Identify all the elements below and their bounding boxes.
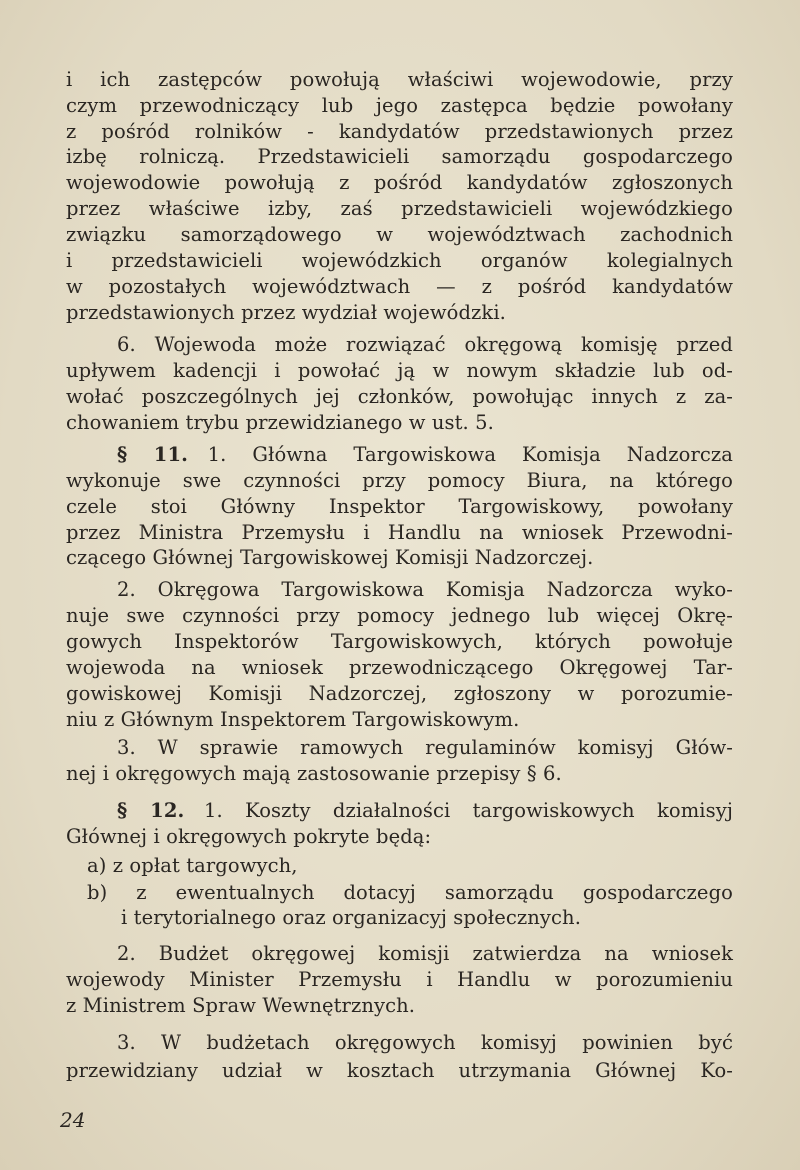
text-line	[66, 468, 733, 494]
line-text: 1. Koszty działalności targowiskowych komisyj	[204, 799, 733, 822]
text-line	[66, 119, 733, 145]
line-text: wykonuje swe czynności przy pomocy Biura, na którego	[66, 469, 733, 492]
line-text: i ich zastępców powołują właściwi wojewodowie, przy	[66, 68, 733, 91]
line-text: 2. Budżet okręgowej komisji zatwierdza na wniosek	[117, 942, 733, 965]
text-line	[117, 735, 733, 761]
text-line	[87, 880, 733, 906]
text-line	[66, 196, 733, 222]
text-line	[66, 274, 733, 300]
text-line	[66, 1058, 733, 1084]
line-text: 6. Wojewoda może rozwiązać okręgową komisję przed	[117, 333, 733, 356]
text-line	[66, 222, 733, 248]
text-line	[87, 853, 733, 879]
text-line	[66, 603, 733, 629]
text-line	[117, 577, 733, 603]
line-text: przedstawionych przez wydział wojewódzki.	[66, 301, 506, 324]
line-text: Głównej i okręgowych pokryte będą:	[66, 825, 432, 848]
line-text: nej i okręgowych mają zastosowanie przepisy § 6.	[66, 762, 562, 785]
line-text: izbę rolniczą. Przedstawicieli samorządu gospodarczego	[66, 145, 733, 168]
page-number: 24	[60, 1108, 86, 1132]
line-text: przez właściwe izby, zaś przedstawicieli wojewódzkiego	[66, 197, 733, 220]
line-text: gowych Inspektorów Targowiskowych, których powołuje	[66, 630, 733, 653]
line-text: gowiskowej Komisji Nadzorczej, zgłoszony w porozumie-	[66, 682, 733, 705]
text-line	[66, 993, 733, 1019]
text-line	[117, 442, 733, 468]
line-text: i przedstawicieli wojewódzkich organów kolegialnych	[66, 249, 733, 272]
line-text: a) z opłat targowych,	[87, 854, 298, 877]
line-text: czele stoi Główny Inspektor Targowiskowy, powołany	[66, 495, 733, 518]
text-line	[66, 761, 733, 787]
line-text: b) z ewentualnych dotacyj samorządu gospodarczego	[87, 881, 733, 904]
line-text: chowaniem trybu przewidzianego w ust. 5.	[66, 411, 494, 434]
line-text: wojewody Minister Przemysłu i Handlu w porozumieniu	[66, 968, 733, 991]
section-mark: § 12.	[117, 799, 185, 822]
text-line	[66, 681, 733, 707]
line-text: przewidziany udział w kosztach utrzymania Głównej Ko-	[66, 1059, 733, 1082]
text-line	[66, 494, 733, 520]
text-line	[121, 905, 733, 931]
text-line	[66, 824, 733, 850]
line-text: czącego Głównej Targowiskowej Komisji Nadzorczej.	[66, 546, 594, 569]
text-line	[117, 798, 733, 824]
line-text: upływem kadencji i powołać ją w nowym składzie lub od-	[66, 359, 733, 382]
text-line	[66, 545, 733, 571]
text-line	[117, 941, 733, 967]
text-line	[117, 1030, 733, 1056]
text-line	[66, 170, 733, 196]
line-text: z pośród rolników - kandydatów przedstawionych przez	[66, 120, 733, 143]
text-line	[66, 248, 733, 274]
section-mark: § 11.	[117, 443, 189, 466]
text-line	[66, 410, 733, 436]
text-line	[66, 655, 733, 681]
text-line	[66, 384, 733, 410]
text-line	[66, 93, 733, 119]
line-text: w pozostałych województwach — z pośród kandydatów	[66, 275, 733, 298]
text-line	[66, 520, 733, 546]
line-text: nuje swe czynności przy pomocy jednego lub więcej Okrę-	[66, 604, 733, 627]
text-line	[66, 67, 733, 93]
line-text: 3. W sprawie ramowych regulaminów komisyj Głów-	[117, 736, 733, 759]
line-text: 1. Główna Targowiskowa Komisja Nadzorcza	[207, 443, 733, 466]
text-line	[117, 332, 733, 358]
text-line	[66, 707, 733, 733]
line-text: 2. Okręgowa Targowiskowa Komisja Nadzorcza wyko-	[117, 578, 733, 601]
line-text: wojewoda na wniosek przewodniczącego Okręgowej Tar-	[66, 656, 733, 679]
text-line	[66, 144, 733, 170]
line-text: z Ministrem Spraw Wewnętrznych.	[66, 994, 416, 1017]
line-text: przez Ministra Przemysłu i Handlu na wniosek Przewodni-	[66, 521, 733, 544]
line-text: czym przewodniczący lub jego zastępca będzie powołany	[66, 94, 733, 117]
text-line	[66, 629, 733, 655]
line-text: wojewodowie powołują z pośród kandydatów zgłoszonych	[66, 171, 733, 194]
line-text: 3. W budżetach okręgowych komisyj powinien być	[117, 1031, 733, 1054]
line-text: związku samorządowego w województwach zachodnich	[66, 223, 733, 246]
line-text: wołać poszczególnych jej członków, powołując innych z za-	[66, 385, 733, 408]
text-line	[66, 300, 733, 326]
text-line	[66, 358, 733, 384]
line-text: niu z Głównym Inspektorem Targowiskowym.	[66, 708, 520, 731]
line-text: i terytorialnego oraz organizacyj społecznych.	[121, 906, 582, 929]
text-line	[66, 967, 733, 993]
